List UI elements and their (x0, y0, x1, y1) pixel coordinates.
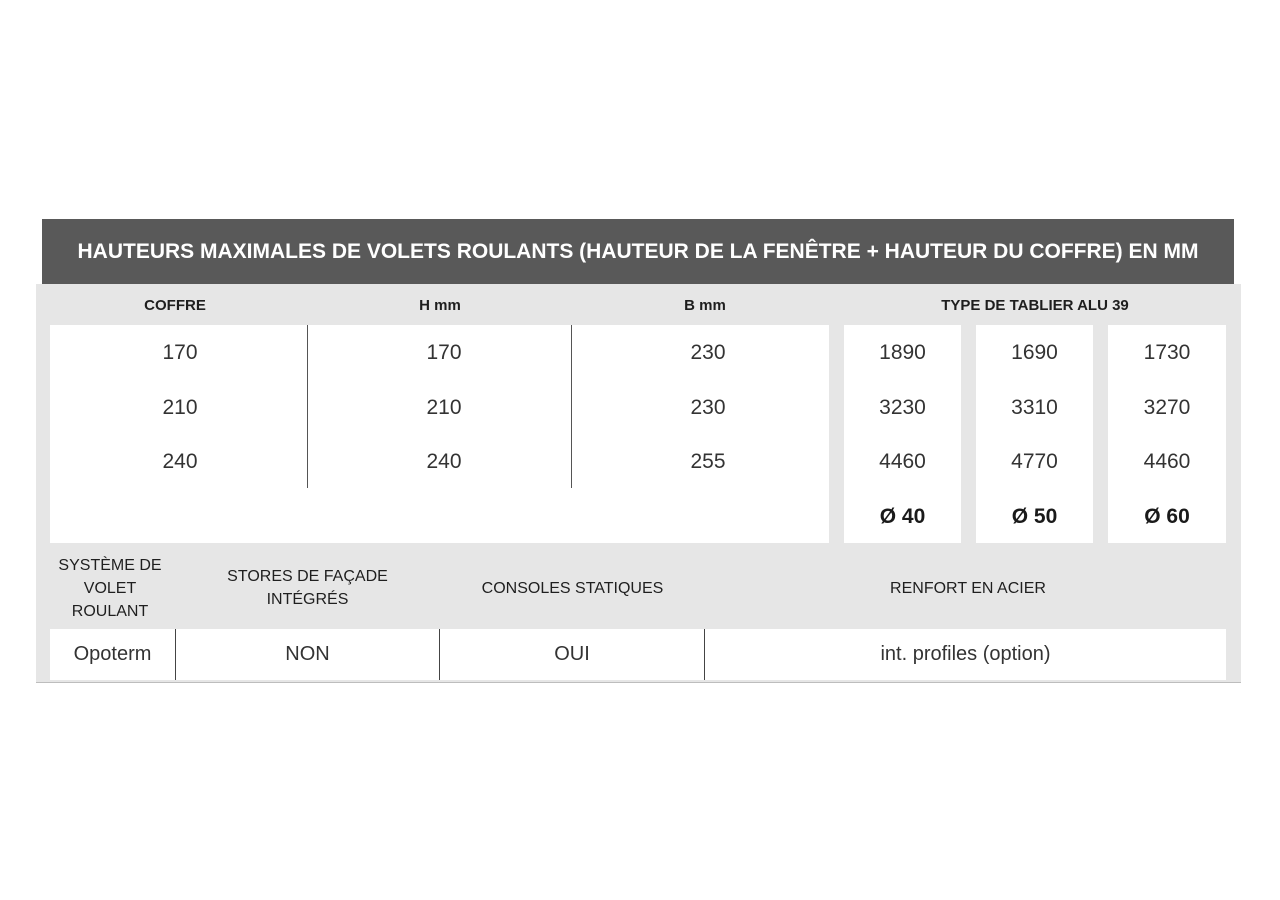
consoles-value: OUI (554, 643, 590, 665)
tablier-value: 4770 (1011, 450, 1058, 473)
h-value: 170 (426, 341, 462, 364)
header-b-mm: B mm (684, 297, 726, 314)
header-coffre: COFFRE (144, 297, 206, 314)
renfort-value: int. profiles (option) (880, 643, 1051, 665)
tablier-value: 1890 (879, 341, 926, 364)
h-value: 210 (426, 396, 462, 419)
stores-value: NON (285, 643, 330, 665)
tablier-value: 3310 (1011, 396, 1058, 419)
diameter-label: Ø 40 (879, 505, 926, 528)
tablier-value: 4460 (1143, 450, 1191, 473)
header-tablier: TYPE DE TABLIER ALU 39 (941, 297, 1129, 314)
column-divider (571, 325, 572, 488)
systeme-value: Opoterm (73, 643, 152, 665)
header-h-mm: H mm (419, 297, 461, 314)
b-value: 230 (690, 396, 726, 419)
coffre-value: 170 (162, 341, 198, 364)
coffre-value: 240 (162, 450, 198, 473)
column-divider (307, 325, 308, 488)
tablier-value: 1730 (1143, 341, 1191, 364)
h-value: 240 (426, 450, 462, 473)
table-title-banner (42, 219, 1234, 284)
header-stores: STORES DE FAÇADE INTÉGRÉS (227, 568, 388, 608)
tablier-value: 1690 (1011, 341, 1058, 364)
b-value: 255 (690, 450, 726, 473)
tablier-value: 3270 (1143, 396, 1191, 419)
b-value: 230 (690, 341, 726, 364)
header-consoles: CONSOLES STATIQUES (481, 579, 664, 597)
header-renfort: RENFORT EN ACIER (890, 579, 1046, 597)
table-title: HAUTEURS MAXIMALES DE VOLETS ROULANTS (HAUTEUR DE LA FENÊTRE + HAUTEUR DU COFFRE) EN MM (77, 239, 1199, 263)
tablier-value: 3230 (879, 396, 926, 419)
header-systeme: SYSTÈME DE VOLET ROULANT (58, 556, 162, 620)
coffre-value: 210 (162, 396, 198, 419)
diameter-label: Ø 50 (1011, 505, 1058, 528)
tablier-value: 4460 (879, 450, 926, 473)
diameter-label: Ø 60 (1144, 505, 1190, 528)
